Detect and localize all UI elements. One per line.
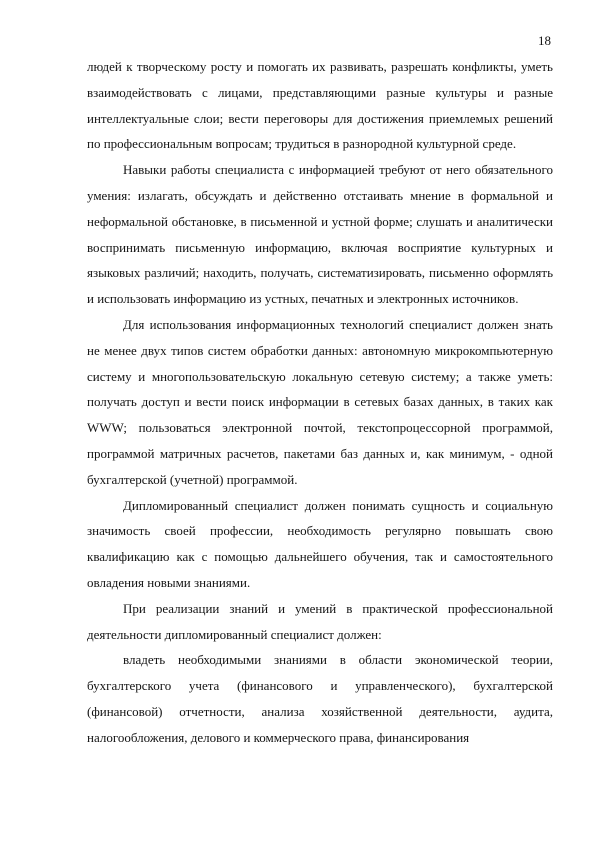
paragraph: Дипломированный специалист должен понимать сущность и социальную значимость своей профессии, необходимость регулярно повышать свою квалификацию как с помощью дальнейшего обучения, так и самостоятельного овладения новыми знаниями. bbox=[87, 497, 553, 590]
page-number: 18 bbox=[538, 33, 551, 48]
paragraph: При реализации знаний и умений в практической профессиональной деятельности дипломированный специалист должен: bbox=[87, 600, 553, 642]
paragraph: владеть необходимыми знаниями в области экономической теории, бухгалтерского учета (финансового и управленческого), бухгалтерской (финансовой) отчетности, анализа хозяйственной деятельности, аудита, налогообложения, делового и коммерческого права, финансирования bbox=[87, 652, 553, 745]
paragraph: людей к творческому росту и помогать их развивать, разрешать конфликты, уметь взаимодействовать с лицами, представляющими разные культуры и разные интеллектуальные слои; вести переговоры для достижения приемлемых решений по профессиональным вопросам; трудиться в разнородной культурной среде. bbox=[87, 59, 553, 152]
body-text bbox=[87, 54, 553, 751]
paragraph: Навыки работы специалиста с информацией требуют от него обязательного умения: излагать, обсуждать и действенно отстаивать мнение в формальной и неформальной обстановке, в письменной и устной форме; слушать и аналитически воспринимать письменную информацию, включая восприятие культурных и языковых различий; находить, получать, систематизировать, письменно оформлять и использовать информацию из устных, печатных и электронных источников. bbox=[87, 162, 553, 307]
paragraph: Для использования информационных технологий специалист должен знать не менее двух типов систем обработки данных: автономную микрокомпьютерную систему и многопользовательскую локальную сетевую систему; а также уметь: получать доступ и вести поиск информации в сетевых базах данных, в таких как WWW; пользоваться электронной почтой, текстопроцессорной программой, программой матричных расчетов, пакетами баз данных и, как минимум, - одной бухгалтерской (учетной) программой. bbox=[87, 316, 553, 487]
